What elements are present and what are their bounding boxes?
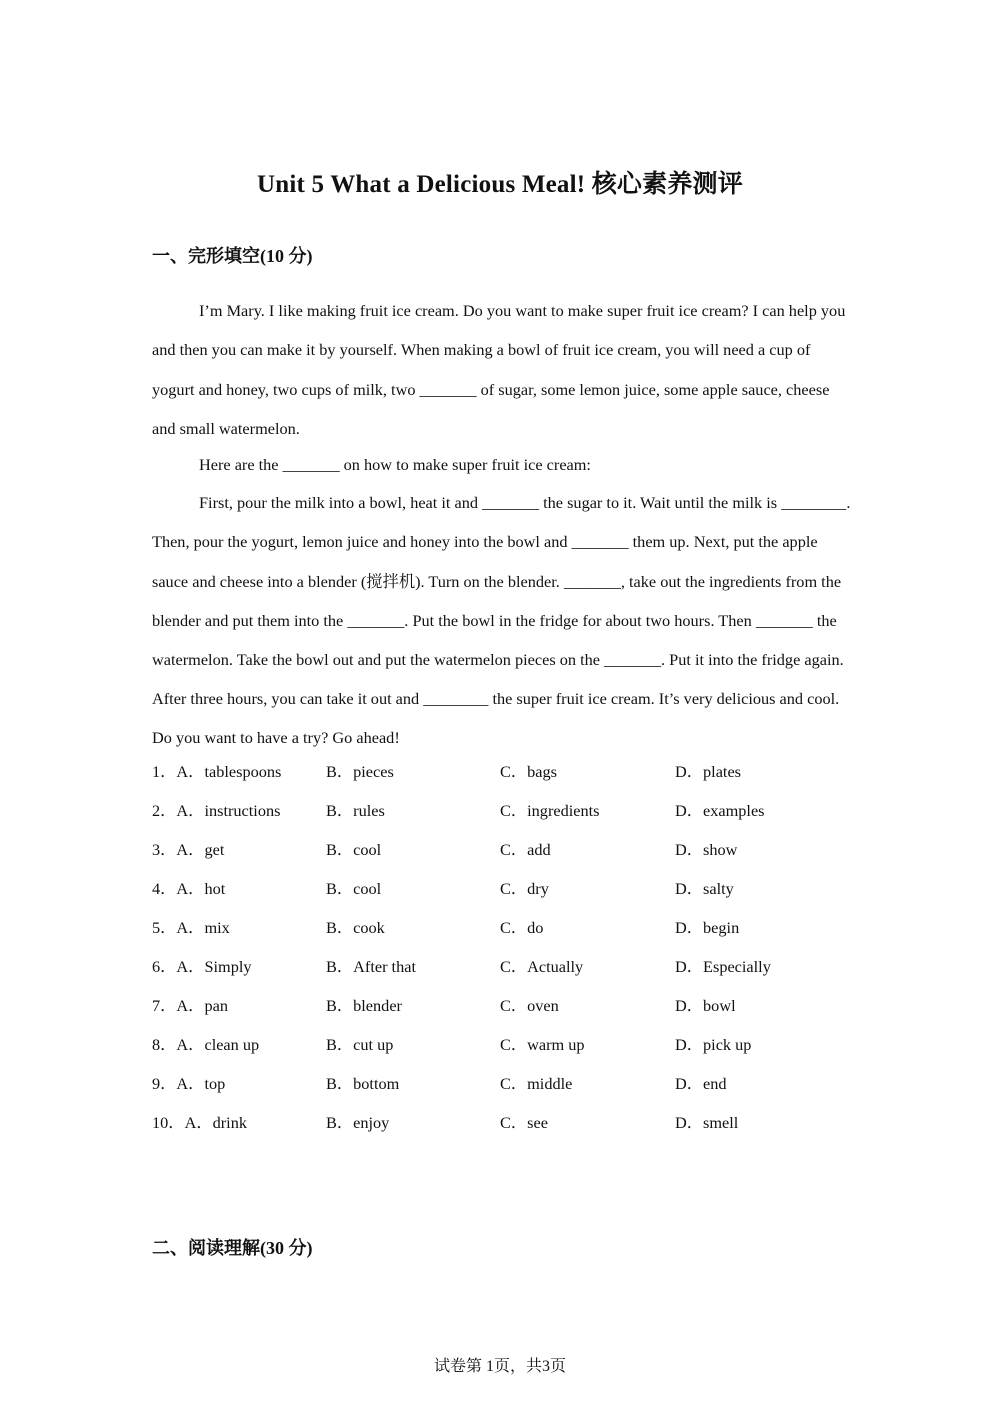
option-c: C．see xyxy=(500,1113,548,1132)
option-d: D．end xyxy=(675,1074,727,1093)
option-a: 1．A．tablespoons xyxy=(152,762,282,781)
option-d: D．pick up xyxy=(675,1035,752,1054)
option-a: 4．A．hot xyxy=(152,879,226,898)
option-c: C．add xyxy=(500,840,551,859)
passage-paragraph-2: Here are the _______ on how to make super fruit ice cream: xyxy=(199,455,591,475)
option-b: B．enjoy xyxy=(326,1113,390,1132)
option-d: D．examples xyxy=(675,801,765,820)
option-d: D．plates xyxy=(675,762,742,781)
option-b: B．cut up xyxy=(326,1035,394,1054)
option-c: C．ingredients xyxy=(500,801,600,820)
option-c: C．middle xyxy=(500,1074,573,1093)
option-b: B．blender xyxy=(326,996,402,1015)
option-b: B．cool xyxy=(326,840,382,859)
option-a: 6．A．Simply xyxy=(152,957,252,976)
option-d: D．show xyxy=(675,840,738,859)
option-b: B．cool xyxy=(326,879,382,898)
option-d: D．begin xyxy=(675,918,740,937)
option-b: B．pieces xyxy=(326,762,394,781)
option-a: 10．A．drink xyxy=(152,1113,247,1132)
question-row-1 xyxy=(152,756,852,795)
page-title: Unit 5 What a Delicious Meal! 核心素养测评 xyxy=(257,171,743,198)
section-heading-reading: 二、阅读理解(30 分) xyxy=(152,1238,313,1258)
option-b: B．After that xyxy=(326,957,416,976)
question-row-2 xyxy=(152,795,852,834)
option-a: 5．A．mix xyxy=(152,918,230,937)
option-b: B．cook xyxy=(326,918,385,937)
option-c: C．Actually xyxy=(500,957,584,976)
cloze-passage xyxy=(152,291,852,758)
section-heading-cloze: 一、完形填空(10 分) xyxy=(152,246,313,266)
question-row-8 xyxy=(152,1029,852,1068)
option-d: D．bowl xyxy=(675,996,736,1015)
question-row-4 xyxy=(152,873,852,912)
option-b: B．bottom xyxy=(326,1074,400,1093)
question-row-7 xyxy=(152,990,852,1029)
question-row-5 xyxy=(152,912,852,951)
question-row-6 xyxy=(152,951,852,990)
option-c: C．do xyxy=(500,918,544,937)
option-a: 3．A．get xyxy=(152,840,225,859)
option-c: C．warm up xyxy=(500,1035,585,1054)
option-d: D．smell xyxy=(675,1113,739,1132)
option-b: B．rules xyxy=(326,801,385,820)
option-a: 2．A．instructions xyxy=(152,801,281,820)
question-row-9 xyxy=(152,1068,852,1107)
option-a: 9．A．top xyxy=(152,1074,226,1093)
question-options-list xyxy=(152,756,852,1146)
option-d: D．Especially xyxy=(675,957,771,976)
passage-paragraph-3: First, pour the milk into a bowl, heat it and _______ the sugar to it. Wait until the milk is ________. Then, pour the yogurt, lemon juice and honey into the bowl and _______ them up. Next, put the apple sauce and cheese into a blender (搅拌机). Turn on the blender. _______, take out the ingredients from the blender and put them into the _______. Put the bowl in the fridge for about two hours. Then _______ the watermelon. Take the bowl out and put the watermelon pieces on the _______. Put it into the fridge again. After three hours, you can take it out and ________ the super fruit ice cream. It’s very delicious and cool. Do you want to have a try? Go ahead! xyxy=(152,493,851,748)
page-footer: 试卷第 1页，共3页 xyxy=(433,1358,566,1375)
option-c: C．bags xyxy=(500,762,557,781)
question-row-10 xyxy=(152,1107,852,1146)
option-c: C．dry xyxy=(500,879,549,898)
passage-paragraph-1: I’m Mary. I like making fruit ice cream. Do you want to make super fruit ice cream? I can help you and then you can make it by yourself. When making a bowl of fruit ice cream, you will need a cup of yogurt and honey, two cups of milk, two _______ of sugar, some lemon juice, some apple sauce, cheese and small watermelon. xyxy=(152,301,846,438)
question-row-3 xyxy=(152,834,852,873)
option-a: 8．A．clean up xyxy=(152,1035,260,1054)
option-c: C．oven xyxy=(500,996,559,1015)
option-a: 7．A．pan xyxy=(152,996,228,1015)
option-d: D．salty xyxy=(675,879,734,898)
